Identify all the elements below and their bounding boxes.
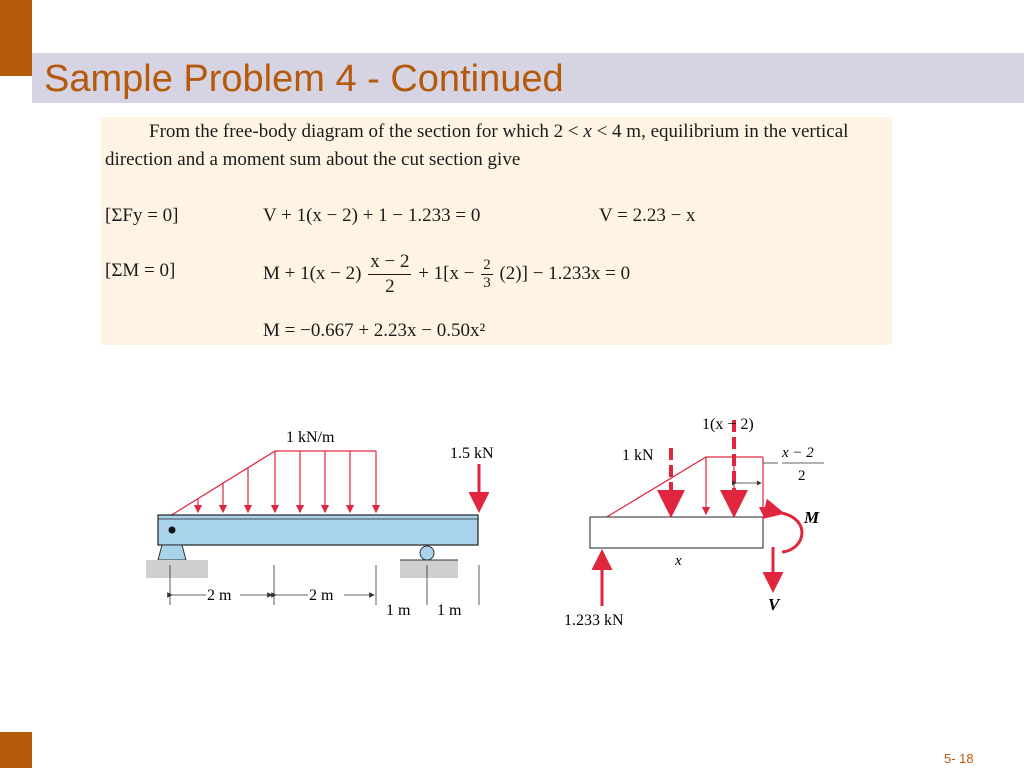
intro-text-var: x xyxy=(583,121,592,142)
eq2-label: [ΣM = 0] xyxy=(105,260,176,281)
offset-den: 2 xyxy=(798,468,806,484)
beam-diagram xyxy=(140,420,520,625)
problem-text-box xyxy=(101,117,892,345)
beam-pin-dot xyxy=(169,527,176,534)
eq1-result: V = 2.23 − x xyxy=(599,205,696,226)
eq2-small-fraction xyxy=(481,257,493,292)
intro-paragraph xyxy=(105,118,889,174)
triangle-resultant-label: 1 kN xyxy=(622,447,654,464)
section-fbd xyxy=(560,410,860,635)
dim-label-2: 2 m xyxy=(309,587,334,604)
eq2-part1: M + 1(x − 2) xyxy=(263,262,362,284)
support-pin-icon xyxy=(146,545,208,578)
eq2-frac-den: 2 xyxy=(385,276,395,297)
roller-support-icon xyxy=(400,546,458,578)
slide-title: Sample Problem 4 - Continued xyxy=(44,58,564,100)
resultant-label: 1(x − 2) xyxy=(702,416,754,433)
dim-label-1: 2 m xyxy=(207,587,232,604)
reaction-label: 1.233 kN xyxy=(564,612,624,629)
moment-arc-icon xyxy=(782,513,802,552)
dim-label-3: 1 m xyxy=(386,602,411,619)
distributed-load xyxy=(170,451,376,516)
eq2-small-num: 2 xyxy=(483,257,491,273)
eq2-part2: + 1[x − xyxy=(418,262,475,284)
section-load-outline xyxy=(605,457,763,518)
eq2-small-den: 3 xyxy=(483,275,491,291)
eq2-fraction xyxy=(368,250,411,299)
accent-bar-top xyxy=(0,0,32,76)
eq2-part3: (2)] − 1.233x = 0 xyxy=(499,262,631,284)
offset-num: x − 2 xyxy=(782,445,814,461)
eq3: M = −0.667 + 2.23x − 0.50x² xyxy=(263,320,486,341)
intro-text-post: < 4 m, equilibrium in the vertical direction and a moment sum about the cut section give xyxy=(105,121,849,170)
eq1-label: [ΣFy = 0] xyxy=(105,205,179,226)
section-body xyxy=(590,517,763,548)
eq2-body xyxy=(263,250,630,299)
beam xyxy=(158,515,478,545)
eq1-body: V + 1(x − 2) + 1 − 1.233 = 0 xyxy=(263,205,481,226)
eq2-frac-num: x − 2 xyxy=(368,250,411,275)
shear-label: V xyxy=(768,595,780,614)
intro-text-pre: From the free-body diagram of the section for which 2 < xyxy=(149,121,584,142)
dim-label-4: 1 m xyxy=(437,602,462,619)
length-label: x xyxy=(675,553,682,569)
dist-load-label: 1 kN/m xyxy=(286,429,335,446)
page-number: 5- 18 xyxy=(944,751,974,766)
moment-label: M xyxy=(804,508,820,527)
point-load-label: 1.5 kN xyxy=(450,445,494,462)
accent-bar-bottom xyxy=(0,732,32,768)
